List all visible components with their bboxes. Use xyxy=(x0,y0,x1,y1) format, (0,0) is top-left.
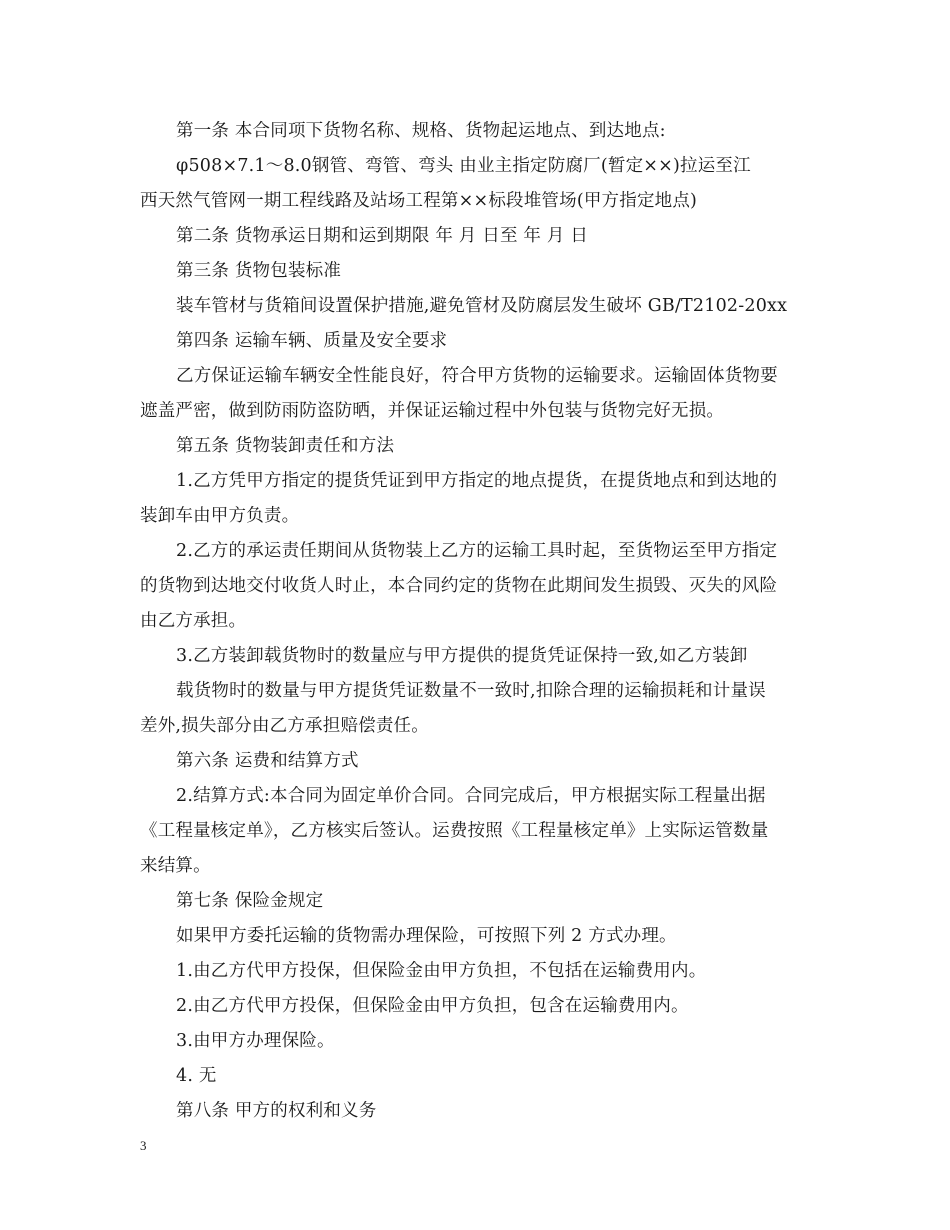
clause-6-item-2-line-3: 来结算。 xyxy=(140,856,211,876)
clause-5-item-2-line-3: 由乙方承担。 xyxy=(140,611,247,631)
clause-4-heading: 第四条 运输车辆、质量及安全要求 xyxy=(176,331,448,351)
clause-6-heading: 第六条 运费和结算方式 xyxy=(176,751,359,771)
clause-5-item-2-line-2: 的货物到达地交付收货人时止，本合同约定的货物在此期间发生损毁、灭失的风险 xyxy=(140,576,778,596)
clause-5-item-3-line-2: 载货物时的数量与甲方提货凭证数量不一致时,扣除合理的运输损耗和计量误 xyxy=(176,681,766,701)
clause-5-item-3-line-3: 差外,损失部分由乙方承担赔偿责任。 xyxy=(140,716,429,736)
clause-3-text: 装车管材与货箱间设置保护措施,避免管材及防腐层发生破坏 GB/T2102-20xx xyxy=(176,296,788,316)
clause-5-item-3-line-1: 3.乙方装卸载货物时的数量应与甲方提供的提货凭证保持一致,如乙方装卸 xyxy=(176,646,748,666)
clause-6-item-2-line-2: 《工程量核定单》，乙方核实后签认。运费按照《工程量核定单》上实际运管数量 xyxy=(140,821,769,841)
clause-3-heading: 第三条 货物包装标准 xyxy=(176,261,342,281)
clause-7-option-2: 2.由乙方代甲方投保，但保险金由甲方负担，包含在运输费用内。 xyxy=(176,996,689,1016)
clause-8-heading: 第八条 甲方的权利和义务 xyxy=(176,1101,377,1121)
clause-7-option-3: 3.由甲方办理保险。 xyxy=(176,1031,335,1051)
clause-1-text-line-2: 西天然气管网一期工程线路及站场工程第××标段堆管场(甲方指定地点) xyxy=(140,191,698,211)
page-number: 3 xyxy=(140,1138,147,1153)
clause-4-text-line-1: 乙方保证运输车辆安全性能良好，符合甲方货物的运输要求。运输固体货物要 xyxy=(176,366,778,386)
clause-6-item-2-line-1: 2.结算方式:本合同为固定单价合同。合同完成后，甲方根据实际工程量出据 xyxy=(176,786,766,806)
clause-7-heading: 第七条 保险金规定 xyxy=(176,891,324,911)
clause-1-heading: 第一条 本合同项下货物名称、规格、货物起运地点、到达地点: xyxy=(176,121,666,141)
clause-2-heading: 第二条 货物承运日期和运到期限 年 月 日至 年 月 日 xyxy=(176,226,589,246)
clause-4-text-line-2: 遮盖严密，做到防雨防盗防晒，并保证运输过程中外包装与货物完好无损。 xyxy=(140,401,725,421)
clause-5-item-1-line-2: 装卸车由甲方负责。 xyxy=(140,506,300,526)
clause-5-item-1-line-1: 1.乙方凭甲方指定的提货凭证到甲方指定的地点提货，在提货地点和到达地的 xyxy=(176,471,778,491)
clause-1-text-line-1: φ508×7.1～8.0钢管、弯管、弯头 由业主指定防腐厂(暂定××)拉运至江 xyxy=(176,156,751,176)
clause-7-option-4: 4. 无 xyxy=(176,1066,217,1086)
clause-5-item-2-line-1: 2.乙方的承运责任期间从货物装上乙方的运输工具时起，至货物运至甲方指定 xyxy=(176,541,778,561)
clause-7-text: 如果甲方委托运输的货物需办理保险，可按照下列 2 方式办理。 xyxy=(176,926,677,946)
clause-7-option-1: 1.由乙方代甲方投保，但保险金由甲方负担，不包括在运输费用内。 xyxy=(176,961,707,981)
clause-5-heading: 第五条 货物装卸责任和方法 xyxy=(176,436,395,456)
